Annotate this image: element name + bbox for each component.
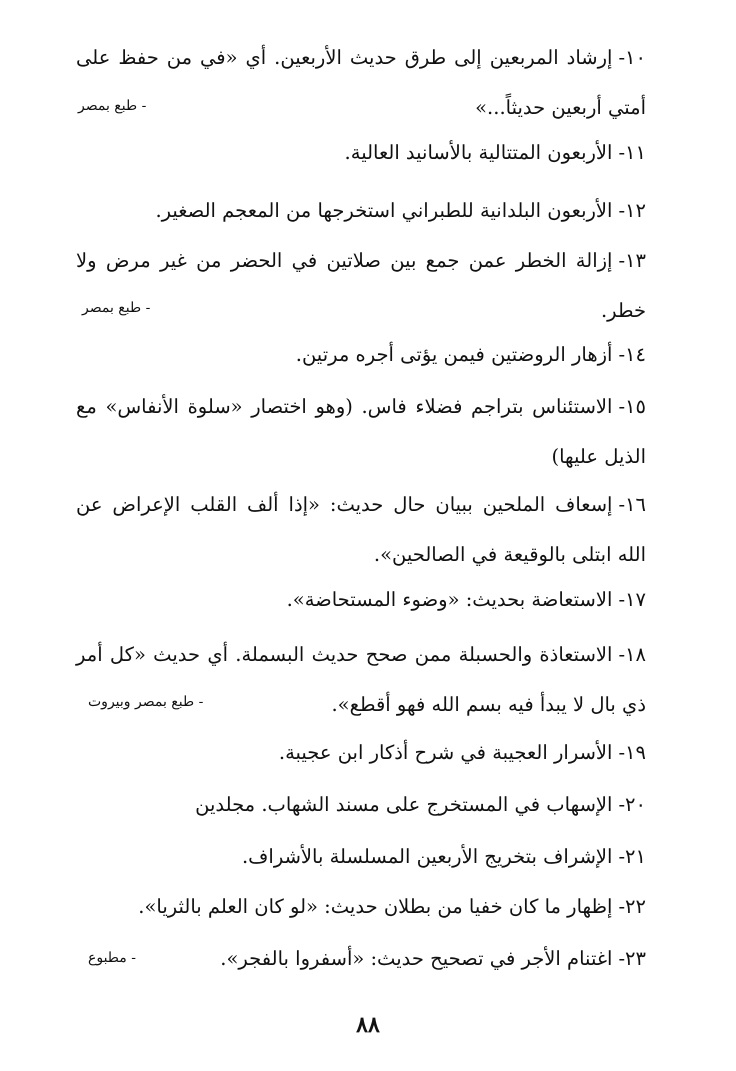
entry-16	[76, 480, 646, 580]
entry-text: الأسرار العجيبة في شرح أذكار ابن عجيبة.	[278, 741, 613, 764]
entry-text: إرشاد المربعين إلى طرق حديث الأربعين. أي «في من حفظ على أمتي أربعين حديثاً...»	[76, 46, 646, 119]
entry-15	[76, 382, 646, 482]
entry-21	[76, 832, 646, 882]
entry-number: ١١-	[618, 141, 646, 164]
entry-text: أزهار الروضتين فيمن يؤتى أجره مرتين.	[295, 343, 613, 366]
publication-note: - طبع بمصر	[78, 98, 147, 114]
entry-text: إسعاف الملحين ببيان حال حديث: «إذا ألف القلب الإعراض عن الله ابتلى بالوقيعة في الصالحين».	[76, 493, 646, 566]
entry-number: ١٦-	[618, 493, 646, 516]
entry-number: ١٨-	[618, 643, 646, 666]
entry-number: ٢١-	[618, 845, 646, 868]
entry-number: ١٩-	[618, 741, 646, 764]
entry-23	[76, 934, 646, 984]
entry-14	[76, 330, 646, 380]
entry-text: الأربعون البلدانية للطبراني استخرجها من المعجم الصغير.	[155, 199, 613, 222]
entry-text: الإشراف بتخريج الأربعين المسلسلة بالأشراف.	[241, 845, 613, 868]
entry-text: الأربعون المتتالية بالأسانيد العالية.	[344, 141, 613, 164]
entry-19	[76, 728, 646, 778]
entry-22	[76, 882, 646, 932]
entry-text: إزالة الخطر عمن جمع بين صلاتين في الحضر من غير مرض ولا خطر.	[76, 249, 646, 322]
entry-number: ١٥-	[618, 395, 646, 418]
publication-note: - مطبوع	[88, 950, 136, 966]
page-number: ٨٨	[356, 1012, 380, 1038]
entry-11	[76, 128, 646, 178]
entry-text: الإسهاب في المستخرج على مسند الشهاب. مجلدين	[195, 793, 613, 816]
entry-13	[76, 236, 646, 336]
entry-number: ١٤-	[618, 343, 646, 366]
entry-20	[76, 780, 646, 830]
entry-text: الاستعاضة بحديث: «وضوء المستحاضة».	[286, 588, 613, 611]
entry-number: ٢٢-	[618, 895, 646, 918]
entry-number: ١٧-	[618, 588, 646, 611]
entry-10	[76, 33, 646, 133]
entry-number: ١٠-	[618, 46, 646, 69]
entry-number: ٢٠-	[618, 793, 646, 816]
entry-text: إظهار ما كان خفيا من بطلان حديث: «لو كان العلم بالثريا».	[138, 895, 613, 918]
entry-12	[76, 186, 646, 236]
entry-text: الاستئناس بتراجم فضلاء فاس. (وهو اختصار «سلوة الأنفاس» مع الذيل عليها)	[76, 395, 646, 468]
entry-number: ١٢-	[618, 199, 646, 222]
entry-text: اغتنام الأجر في تصحيح حديث: «أسفروا بالفجر».	[220, 947, 613, 970]
entry-number: ٢٣-	[618, 947, 646, 970]
entry-number: ١٣-	[618, 249, 646, 272]
entry-17	[76, 575, 646, 625]
entry-18	[76, 630, 646, 730]
publication-note: - طبع بمصر وبيروت	[88, 694, 204, 710]
entry-text: الاستعاذة والحسبلة ممن صحح حديث البسملة. أي حديث «كل أمر ذي بال لا يبدأ فيه بسم الله فهو أقطع».	[76, 643, 646, 716]
publication-note: - طبع بمصر	[82, 300, 151, 316]
